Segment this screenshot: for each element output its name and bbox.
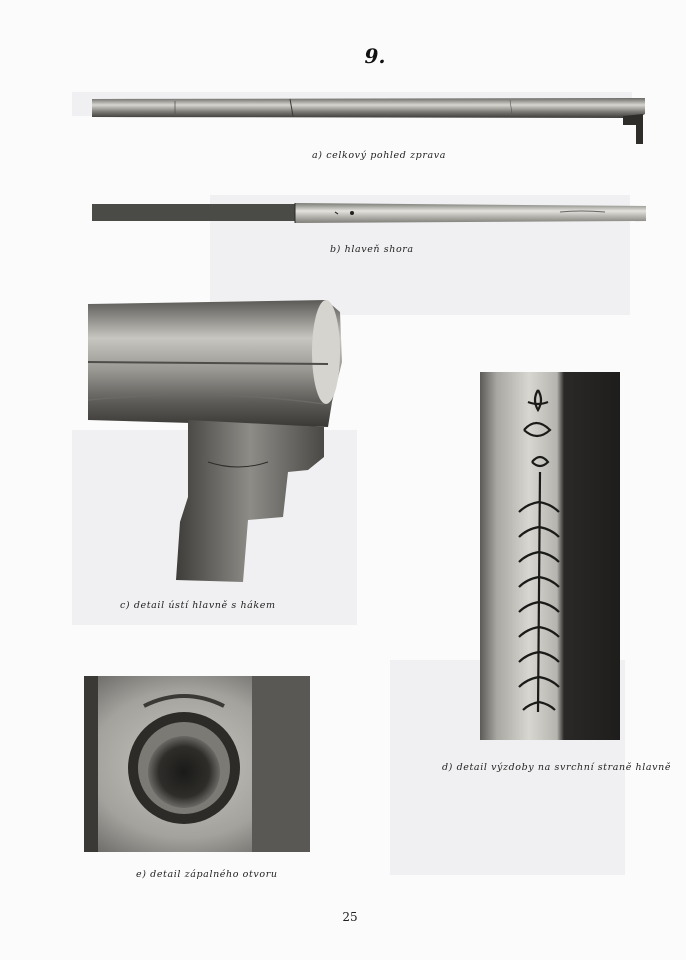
photo-c-muzzle-hook (88, 292, 348, 584)
caption-b: b) hlaveň shora (330, 244, 414, 255)
plate-number: 9. (364, 44, 386, 68)
caption-d: d) detail výzdoby na svrchní straně hlavně (442, 762, 672, 773)
photo-e-touch-hole (84, 676, 310, 852)
photo-d-decoration (480, 372, 620, 740)
photo-a-side-view (90, 94, 650, 150)
caption-c: c) detail ústí hlavně s hákem (120, 600, 276, 611)
page-number: 25 (342, 910, 358, 924)
caption-e: e) detail zápalného otvoru (136, 869, 278, 880)
caption-a: a) celkový pohled zprava (312, 150, 447, 161)
photo-b-top-view (90, 200, 650, 228)
